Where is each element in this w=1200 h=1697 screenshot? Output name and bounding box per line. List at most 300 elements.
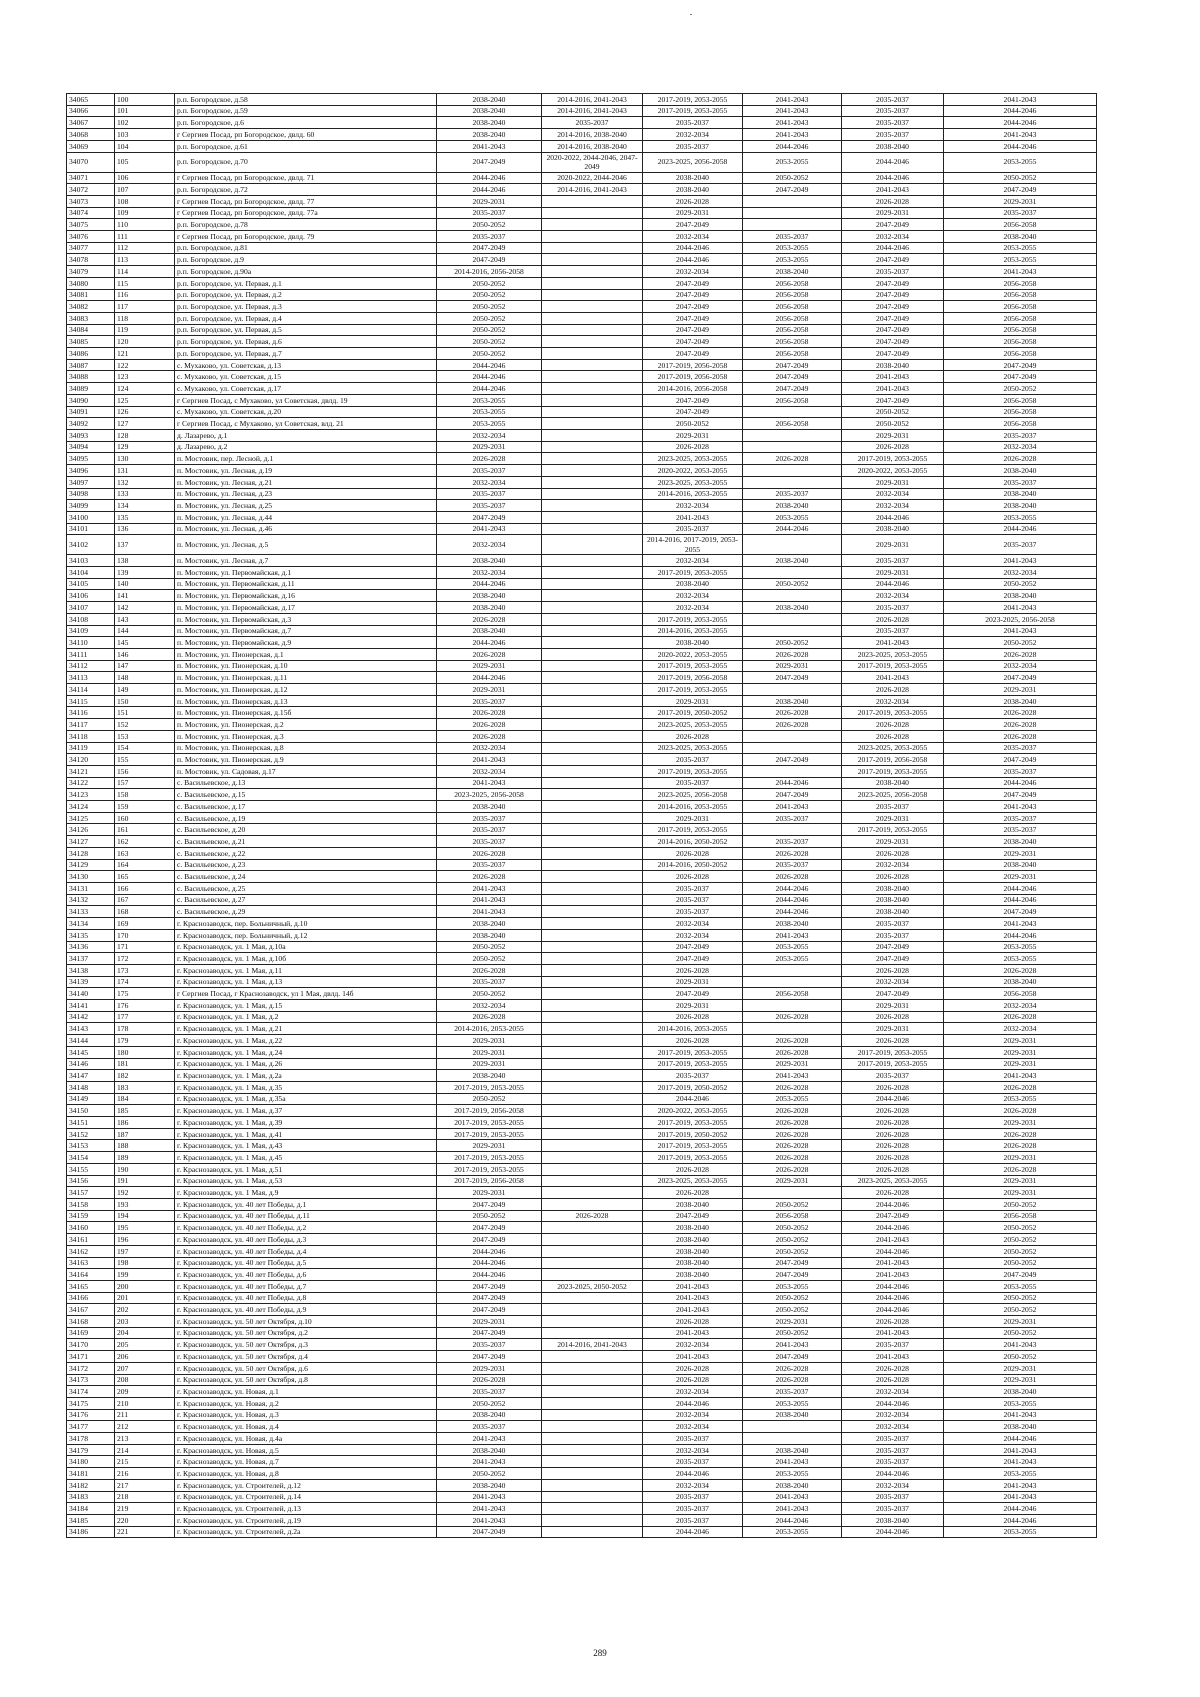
cell-period-d: 2056-2058 <box>743 324 842 336</box>
cell-period-d: 2056-2058 <box>743 277 842 289</box>
cell-period-f: 2041-2043 <box>944 129 1097 141</box>
cell-address: п. Мостовик, ул. Пионерская, д.9 <box>175 754 437 766</box>
cell-period-f: 2053-2055 <box>944 1526 1097 1538</box>
cell-row-number: 119 <box>115 324 175 336</box>
cell-row-id: 34112 <box>67 660 115 672</box>
cell-row-number: 145 <box>115 637 175 649</box>
cell-period-f: 2032-2034 <box>944 441 1097 453</box>
cell-row-number: 101 <box>115 105 175 117</box>
cell-period-a: 2050-2052 <box>437 1093 542 1105</box>
cell-address: п. Мостовик, ул. Пионерская, д.10 <box>175 660 437 672</box>
cell-row-id: 34068 <box>67 129 115 141</box>
cell-row-id: 34130 <box>67 871 115 883</box>
cell-period-a: 2044-2046 <box>437 1245 542 1257</box>
cell-row-number: 153 <box>115 730 175 742</box>
cell-row-id: 34126 <box>67 824 115 836</box>
cell-address: г. Краснозаводск, ул. 1 Мая, д.2а <box>175 1070 437 1082</box>
cell-address: п. Мостовик, ул. Лесная, д.5 <box>175 535 437 555</box>
cell-row-number: 121 <box>115 348 175 360</box>
cell-period-d: 2038-2040 <box>743 266 842 278</box>
cell-row-number: 188 <box>115 1140 175 1152</box>
cell-period-c: 2035-2037 <box>643 523 743 535</box>
cell-period-f: 2056-2058 <box>944 348 1097 360</box>
table-row <box>67 1175 1097 1187</box>
cell-row-number: 182 <box>115 1070 175 1082</box>
table-row <box>67 602 1097 614</box>
cell-address: г. Краснозаводск, ул. 1 Мая, д.15 <box>175 1000 437 1012</box>
table-row <box>67 1397 1097 1409</box>
cell-period-f: 2056-2058 <box>944 219 1097 231</box>
cell-period-d: 2026-2028 <box>743 1140 842 1152</box>
cell-period-d: 2041-2043 <box>743 1503 842 1515</box>
cell-row-id: 34079 <box>67 266 115 278</box>
cell-period-d: 2038-2040 <box>743 602 842 614</box>
cell-address: п. Мостовик, ул. Первомайская, д.16 <box>175 590 437 602</box>
cell-row-number: 210 <box>115 1397 175 1409</box>
cell-address: г. Краснозаводск, ул. 40 лет Победы, д.4 <box>175 1245 437 1257</box>
cell-row-id: 34115 <box>67 695 115 707</box>
cell-period-e: 2044-2046 <box>842 1222 944 1234</box>
cell-address: г. Краснозаводск, ул. Строителей, д.2а <box>175 1526 437 1538</box>
cell-period-c: 2041-2043 <box>643 1292 743 1304</box>
cell-row-number: 197 <box>115 1245 175 1257</box>
table-row <box>67 266 1097 278</box>
cell-period-b <box>542 707 643 719</box>
cell-address: г. Краснозаводск, ул. 1 Мая, д.43 <box>175 1140 437 1152</box>
cell-period-e: 2026-2028 <box>842 1374 944 1386</box>
cell-row-id: 34135 <box>67 929 115 941</box>
cell-period-f: 2026-2028 <box>944 1163 1097 1175</box>
cell-period-e: 2017-2019, 2053-2055 <box>842 707 944 719</box>
cell-period-d: 2047-2049 <box>743 1351 842 1363</box>
cell-period-a: 2029-2031 <box>437 195 542 207</box>
cell-period-d: 2041-2043 <box>743 1456 842 1468</box>
cell-row-number: 144 <box>115 625 175 637</box>
cell-period-c: 2032-2034 <box>643 1339 743 1351</box>
cell-period-e: 2026-2028 <box>842 613 944 625</box>
cell-period-f: 2038-2040 <box>944 488 1097 500</box>
cell-period-c: 2026-2028 <box>643 1035 743 1047</box>
cell-period-e: 2047-2049 <box>842 254 944 266</box>
cell-period-e: 2035-2037 <box>842 266 944 278</box>
cell-period-a: 2029-2031 <box>437 684 542 696</box>
cell-period-a: 2038-2040 <box>437 1070 542 1082</box>
table-row <box>67 1304 1097 1316</box>
table-row <box>67 1409 1097 1421</box>
table-row <box>67 707 1097 719</box>
cell-period-c: 2017-2019, 2053-2055 <box>643 1140 743 1152</box>
cell-address: р.п. Богородское, ул. Первая, д.6 <box>175 336 437 348</box>
table-row <box>67 789 1097 801</box>
cell-row-id: 34069 <box>67 140 115 152</box>
table-row <box>67 918 1097 930</box>
cell-address: р.п. Богородское, ул. Первая, д.2 <box>175 289 437 301</box>
cell-period-a: 2038-2040 <box>437 105 542 117</box>
cell-period-c: 2047-2049 <box>643 988 743 1000</box>
cell-period-f: 2041-2043 <box>944 555 1097 567</box>
cell-period-a: 2050-2052 <box>437 336 542 348</box>
cell-period-a: 2050-2052 <box>437 1210 542 1222</box>
cell-period-d: 2038-2040 <box>743 1444 842 1456</box>
cell-address: г. Краснозаводск, ул. 1 Мая, д.11 <box>175 964 437 976</box>
cell-address: г. Краснозаводск, ул. 1 Мая, д.35а <box>175 1093 437 1105</box>
cell-address: с. Васильевское, д.19 <box>175 812 437 824</box>
cell-row-id: 34137 <box>67 953 115 965</box>
cell-period-f: 2038-2040 <box>944 590 1097 602</box>
cell-period-f: 2056-2058 <box>944 277 1097 289</box>
cell-row-id: 34169 <box>67 1327 115 1339</box>
cell-address: г. Краснозаводск, пер. Больничный, д.12 <box>175 929 437 941</box>
table-row <box>67 523 1097 535</box>
cell-period-c: 2038-2040 <box>643 578 743 590</box>
table-row <box>67 695 1097 707</box>
table-row <box>67 730 1097 742</box>
table-row <box>67 1070 1097 1082</box>
cell-row-id: 34080 <box>67 277 115 289</box>
cell-row-number: 213 <box>115 1433 175 1445</box>
cell-period-f: 2041-2043 <box>944 266 1097 278</box>
cell-period-a: 2041-2043 <box>437 140 542 152</box>
cell-period-f: 2053-2055 <box>944 1093 1097 1105</box>
cell-period-e: 2044-2046 <box>842 152 944 172</box>
cell-row-id: 34101 <box>67 523 115 535</box>
cell-period-b <box>542 625 643 637</box>
cell-row-id: 34148 <box>67 1081 115 1093</box>
cell-period-b <box>542 1514 643 1526</box>
cell-row-number: 174 <box>115 976 175 988</box>
cell-address: р.п. Богородское, д.81 <box>175 242 437 254</box>
cell-period-b <box>542 1503 643 1515</box>
cell-period-c: 2017-2019, 2053-2055 <box>643 613 743 625</box>
cell-period-c: 2026-2028 <box>643 1374 743 1386</box>
cell-address: с. Мухаково, ул. Советская, д.15 <box>175 371 437 383</box>
cell-period-e: 2047-2049 <box>842 348 944 360</box>
cell-period-d: 2050-2052 <box>743 1234 842 1246</box>
cell-period-f: 2053-2055 <box>944 254 1097 266</box>
cell-period-e: 2029-2031 <box>842 429 944 441</box>
cell-period-e: 2047-2049 <box>842 1210 944 1222</box>
cell-period-c: 2044-2046 <box>643 1397 743 1409</box>
cell-row-number: 201 <box>115 1292 175 1304</box>
cell-address: с. Васильевское, д.23 <box>175 859 437 871</box>
cell-period-f: 2044-2046 <box>944 883 1097 895</box>
cell-period-e: 2026-2028 <box>842 1163 944 1175</box>
cell-period-a: 2050-2052 <box>437 301 542 313</box>
table-row <box>67 1035 1097 1047</box>
cell-period-a: 2032-2034 <box>437 742 542 754</box>
cell-period-a: 2044-2046 <box>437 1269 542 1281</box>
cell-row-number: 164 <box>115 859 175 871</box>
cell-period-e: 2035-2037 <box>842 555 944 567</box>
cell-row-id: 34139 <box>67 976 115 988</box>
cell-row-id: 34110 <box>67 637 115 649</box>
cell-period-f: 2056-2058 <box>944 301 1097 313</box>
cell-period-e: 2029-2031 <box>842 476 944 488</box>
cell-period-f: 2047-2049 <box>944 1269 1097 1281</box>
cell-period-e: 2047-2049 <box>842 394 944 406</box>
cell-row-id: 34179 <box>67 1444 115 1456</box>
cell-row-number: 148 <box>115 672 175 684</box>
table-row <box>67 555 1097 567</box>
cell-period-d: 2047-2049 <box>743 754 842 766</box>
cell-period-d <box>743 1187 842 1199</box>
cell-period-c: 2035-2037 <box>643 754 743 766</box>
cell-period-c: 2038-2040 <box>643 1234 743 1246</box>
cell-period-a: 2017-2019, 2053-2055 <box>437 1081 542 1093</box>
cell-period-d: 2026-2028 <box>743 847 842 859</box>
cell-row-number: 135 <box>115 511 175 523</box>
cell-row-id: 34153 <box>67 1140 115 1152</box>
cell-row-id: 34175 <box>67 1397 115 1409</box>
cell-row-number: 194 <box>115 1210 175 1222</box>
cell-period-e: 2026-2028 <box>842 964 944 976</box>
cell-period-d: 2026-2028 <box>743 1117 842 1129</box>
cell-period-b <box>542 1421 643 1433</box>
cell-row-number: 169 <box>115 918 175 930</box>
cell-row-id: 34125 <box>67 812 115 824</box>
cell-row-id: 34099 <box>67 500 115 512</box>
cell-row-id: 34087 <box>67 359 115 371</box>
cell-period-d: 2026-2028 <box>743 1362 842 1374</box>
cell-period-e: 2026-2028 <box>842 1011 944 1023</box>
cell-period-d <box>743 684 842 696</box>
cell-period-e: 2026-2028 <box>842 441 944 453</box>
cell-period-e: 2041-2043 <box>842 1234 944 1246</box>
cell-address: р.п. Богородское, д.58 <box>175 94 437 106</box>
cell-row-number: 202 <box>115 1304 175 1316</box>
cell-row-number: 128 <box>115 429 175 441</box>
cell-row-id: 34108 <box>67 613 115 625</box>
cell-period-e: 2032-2034 <box>842 695 944 707</box>
cell-row-id: 34164 <box>67 1269 115 1281</box>
cell-period-c: 2026-2028 <box>643 964 743 976</box>
cell-address: г. Краснозаводск, ул. Строителей, д.12 <box>175 1479 437 1491</box>
cell-period-f: 2026-2028 <box>944 730 1097 742</box>
cell-period-e: 2041-2043 <box>842 371 944 383</box>
cell-address: г. Краснозаводск, ул. 1 Мая, д.21 <box>175 1023 437 1035</box>
table-row <box>67 371 1097 383</box>
cell-row-id: 34121 <box>67 765 115 777</box>
cell-period-b <box>542 1187 643 1199</box>
cell-period-c: 2029-2031 <box>643 976 743 988</box>
cell-period-a: 2047-2049 <box>437 511 542 523</box>
cell-period-b <box>542 918 643 930</box>
cell-address: г. Краснозаводск, ул. Новая, д.8 <box>175 1468 437 1480</box>
cell-period-a: 2029-2031 <box>437 1187 542 1199</box>
cell-period-c: 2047-2049 <box>643 312 743 324</box>
cell-period-a: 2047-2049 <box>437 1280 542 1292</box>
cell-period-d: 2044-2046 <box>743 894 842 906</box>
cell-period-c: 2014-2016, 2050-2052 <box>643 859 743 871</box>
cell-row-id: 34106 <box>67 590 115 602</box>
table-row <box>67 1234 1097 1246</box>
cell-address: г. Краснозаводск, ул. 1 Мая, д.9 <box>175 1187 437 1199</box>
cell-row-id: 34117 <box>67 719 115 731</box>
cell-period-e: 2044-2046 <box>842 1304 944 1316</box>
table-row <box>67 1503 1097 1515</box>
cell-period-f: 2044-2046 <box>944 117 1097 129</box>
cell-period-a: 2023-2025, 2056-2058 <box>437 789 542 801</box>
table-row <box>67 1514 1097 1526</box>
cell-period-b <box>542 567 643 579</box>
cell-period-e: 2023-2025, 2053-2055 <box>842 648 944 660</box>
cell-row-id: 34105 <box>67 578 115 590</box>
cell-address: г. Краснозаводск, ул. Новая, д.3 <box>175 1409 437 1421</box>
table-row <box>67 684 1097 696</box>
cell-period-a: 2047-2049 <box>437 1222 542 1234</box>
cell-row-id: 34127 <box>67 836 115 848</box>
cell-period-f: 2050-2052 <box>944 1292 1097 1304</box>
cell-period-b <box>542 648 643 660</box>
cell-period-b <box>542 441 643 453</box>
cell-period-a: 2026-2028 <box>437 1011 542 1023</box>
cell-period-d: 2026-2028 <box>743 1128 842 1140</box>
cell-period-e: 2026-2028 <box>842 1117 944 1129</box>
cell-row-id: 34102 <box>67 535 115 555</box>
cell-period-d: 2053-2055 <box>743 1397 842 1409</box>
table-row <box>67 1257 1097 1269</box>
cell-address: п. Мостовик, пер. Лесной, д.1 <box>175 453 437 465</box>
cell-period-b <box>542 500 643 512</box>
cell-address: р.п. Богородское, ул. Первая, д.4 <box>175 312 437 324</box>
cell-period-c: 2050-2052 <box>643 418 743 430</box>
cell-period-b <box>542 929 643 941</box>
cell-period-b <box>542 1316 643 1328</box>
cell-period-a: 2041-2043 <box>437 1491 542 1503</box>
cell-row-number: 220 <box>115 1514 175 1526</box>
cell-period-e: 2035-2037 <box>842 105 944 117</box>
cell-period-f: 2026-2028 <box>944 1105 1097 1117</box>
cell-row-id: 34128 <box>67 847 115 859</box>
cell-period-c: 2026-2028 <box>643 730 743 742</box>
cell-row-id: 34170 <box>67 1339 115 1351</box>
cell-address: г Сергиев Посад, г Краснозаводск, ул 1 Мая, двлд. 14б <box>175 988 437 1000</box>
table-row <box>67 441 1097 453</box>
cell-row-id: 34155 <box>67 1163 115 1175</box>
cell-period-a: 2026-2028 <box>437 1374 542 1386</box>
cell-address: г. Краснозаводск, ул. 1 Мая, д.39 <box>175 1117 437 1129</box>
cell-period-e: 2035-2037 <box>842 1339 944 1351</box>
cell-period-f: 2044-2046 <box>944 894 1097 906</box>
cell-period-d <box>743 535 842 555</box>
cell-period-a: 2026-2028 <box>437 964 542 976</box>
cell-period-a: 2029-2031 <box>437 1058 542 1070</box>
cell-period-e: 2035-2037 <box>842 602 944 614</box>
cell-period-b <box>542 488 643 500</box>
cell-period-d: 2056-2058 <box>743 312 842 324</box>
cell-row-id: 34182 <box>67 1479 115 1491</box>
cell-period-e: 2047-2049 <box>842 312 944 324</box>
cell-period-e: 2050-2052 <box>842 418 944 430</box>
cell-period-d: 2041-2043 <box>743 929 842 941</box>
cell-period-b <box>542 906 643 918</box>
cell-row-id: 34074 <box>67 207 115 219</box>
cell-period-c: 2017-2019, 2056-2058 <box>643 371 743 383</box>
cell-period-e: 2041-2043 <box>842 1257 944 1269</box>
cell-row-number: 192 <box>115 1187 175 1199</box>
cell-period-b <box>542 1374 643 1386</box>
cell-period-e: 2026-2028 <box>842 1035 944 1047</box>
cell-period-f: 2047-2049 <box>944 754 1097 766</box>
cell-row-number: 114 <box>115 266 175 278</box>
cell-row-number: 193 <box>115 1198 175 1210</box>
cell-period-c: 2029-2031 <box>643 695 743 707</box>
cell-period-e: 2032-2034 <box>842 976 944 988</box>
cell-period-b <box>542 1175 643 1187</box>
cell-period-a: 2050-2052 <box>437 219 542 231</box>
table-row <box>67 140 1097 152</box>
cell-period-a: 2038-2040 <box>437 625 542 637</box>
cell-row-id: 34133 <box>67 906 115 918</box>
cell-period-a: 2017-2019, 2053-2055 <box>437 1152 542 1164</box>
cell-period-b: 2026-2028 <box>542 1210 643 1222</box>
cell-address: п. Мостовик, ул. Пионерская, д.1 <box>175 648 437 660</box>
cell-row-id: 34141 <box>67 1000 115 1012</box>
cell-period-c: 2026-2028 <box>643 1163 743 1175</box>
cell-address: г. Краснозаводск, ул. 1 Мая, д.41 <box>175 1128 437 1140</box>
cell-period-e: 2044-2046 <box>842 511 944 523</box>
cell-period-f: 2029-2031 <box>944 195 1097 207</box>
cell-period-d: 2026-2028 <box>743 719 842 731</box>
cell-row-number: 170 <box>115 929 175 941</box>
cell-row-id: 34093 <box>67 429 115 441</box>
cell-period-f: 2050-2052 <box>944 578 1097 590</box>
cell-period-c: 2035-2037 <box>643 117 743 129</box>
cell-period-b <box>542 1117 643 1129</box>
cell-period-b <box>542 1046 643 1058</box>
cell-row-number: 125 <box>115 394 175 406</box>
cell-period-d: 2053-2055 <box>743 1468 842 1480</box>
cell-period-f: 2038-2040 <box>944 231 1097 243</box>
cell-period-d: 2056-2058 <box>743 418 842 430</box>
cell-period-c: 2047-2049 <box>643 406 743 418</box>
cell-row-number: 168 <box>115 906 175 918</box>
cell-period-b <box>542 1011 643 1023</box>
cell-period-b <box>542 242 643 254</box>
cell-row-id: 34145 <box>67 1046 115 1058</box>
cell-row-id: 34158 <box>67 1198 115 1210</box>
cell-period-f: 2053-2055 <box>944 1468 1097 1480</box>
cell-period-a: 2044-2046 <box>437 172 542 184</box>
cell-address: г Сергиев Посад, с Мухаково, ул Советская, двлд. 19 <box>175 394 437 406</box>
cell-period-b <box>542 964 643 976</box>
cell-period-a: 2026-2028 <box>437 613 542 625</box>
cell-address: п. Мостовик, ул. Первомайская, д.17 <box>175 602 437 614</box>
cell-period-d: 2029-2031 <box>743 1316 842 1328</box>
cell-period-f: 2044-2046 <box>944 523 1097 535</box>
cell-period-d: 2035-2037 <box>743 859 842 871</box>
cell-period-d <box>743 613 842 625</box>
cell-period-f: 2050-2052 <box>944 172 1097 184</box>
cell-row-number: 209 <box>115 1386 175 1398</box>
cell-period-e: 2026-2028 <box>842 719 944 731</box>
cell-row-number: 137 <box>115 535 175 555</box>
cell-period-d: 2026-2028 <box>743 707 842 719</box>
cell-address: г. Краснозаводск, ул. 40 лет Победы, д.1 <box>175 1198 437 1210</box>
cell-address: д. Лазарево, д.2 <box>175 441 437 453</box>
cell-period-b: 2035-2037 <box>542 117 643 129</box>
cell-address: р.п. Богородское, ул. Первая, д.3 <box>175 301 437 313</box>
cell-period-a: 2038-2040 <box>437 801 542 813</box>
cell-period-f: 2029-2031 <box>944 1035 1097 1047</box>
cell-period-a: 2029-2031 <box>437 1035 542 1047</box>
cell-period-d <box>743 441 842 453</box>
cell-period-c: 2032-2034 <box>643 1409 743 1421</box>
cell-period-b <box>542 1269 643 1281</box>
cell-period-c: 2017-2019, 2053-2055 <box>643 824 743 836</box>
cell-address: с. Васильевское, д.22 <box>175 847 437 859</box>
cell-address: с. Васильевское, д.25 <box>175 883 437 895</box>
